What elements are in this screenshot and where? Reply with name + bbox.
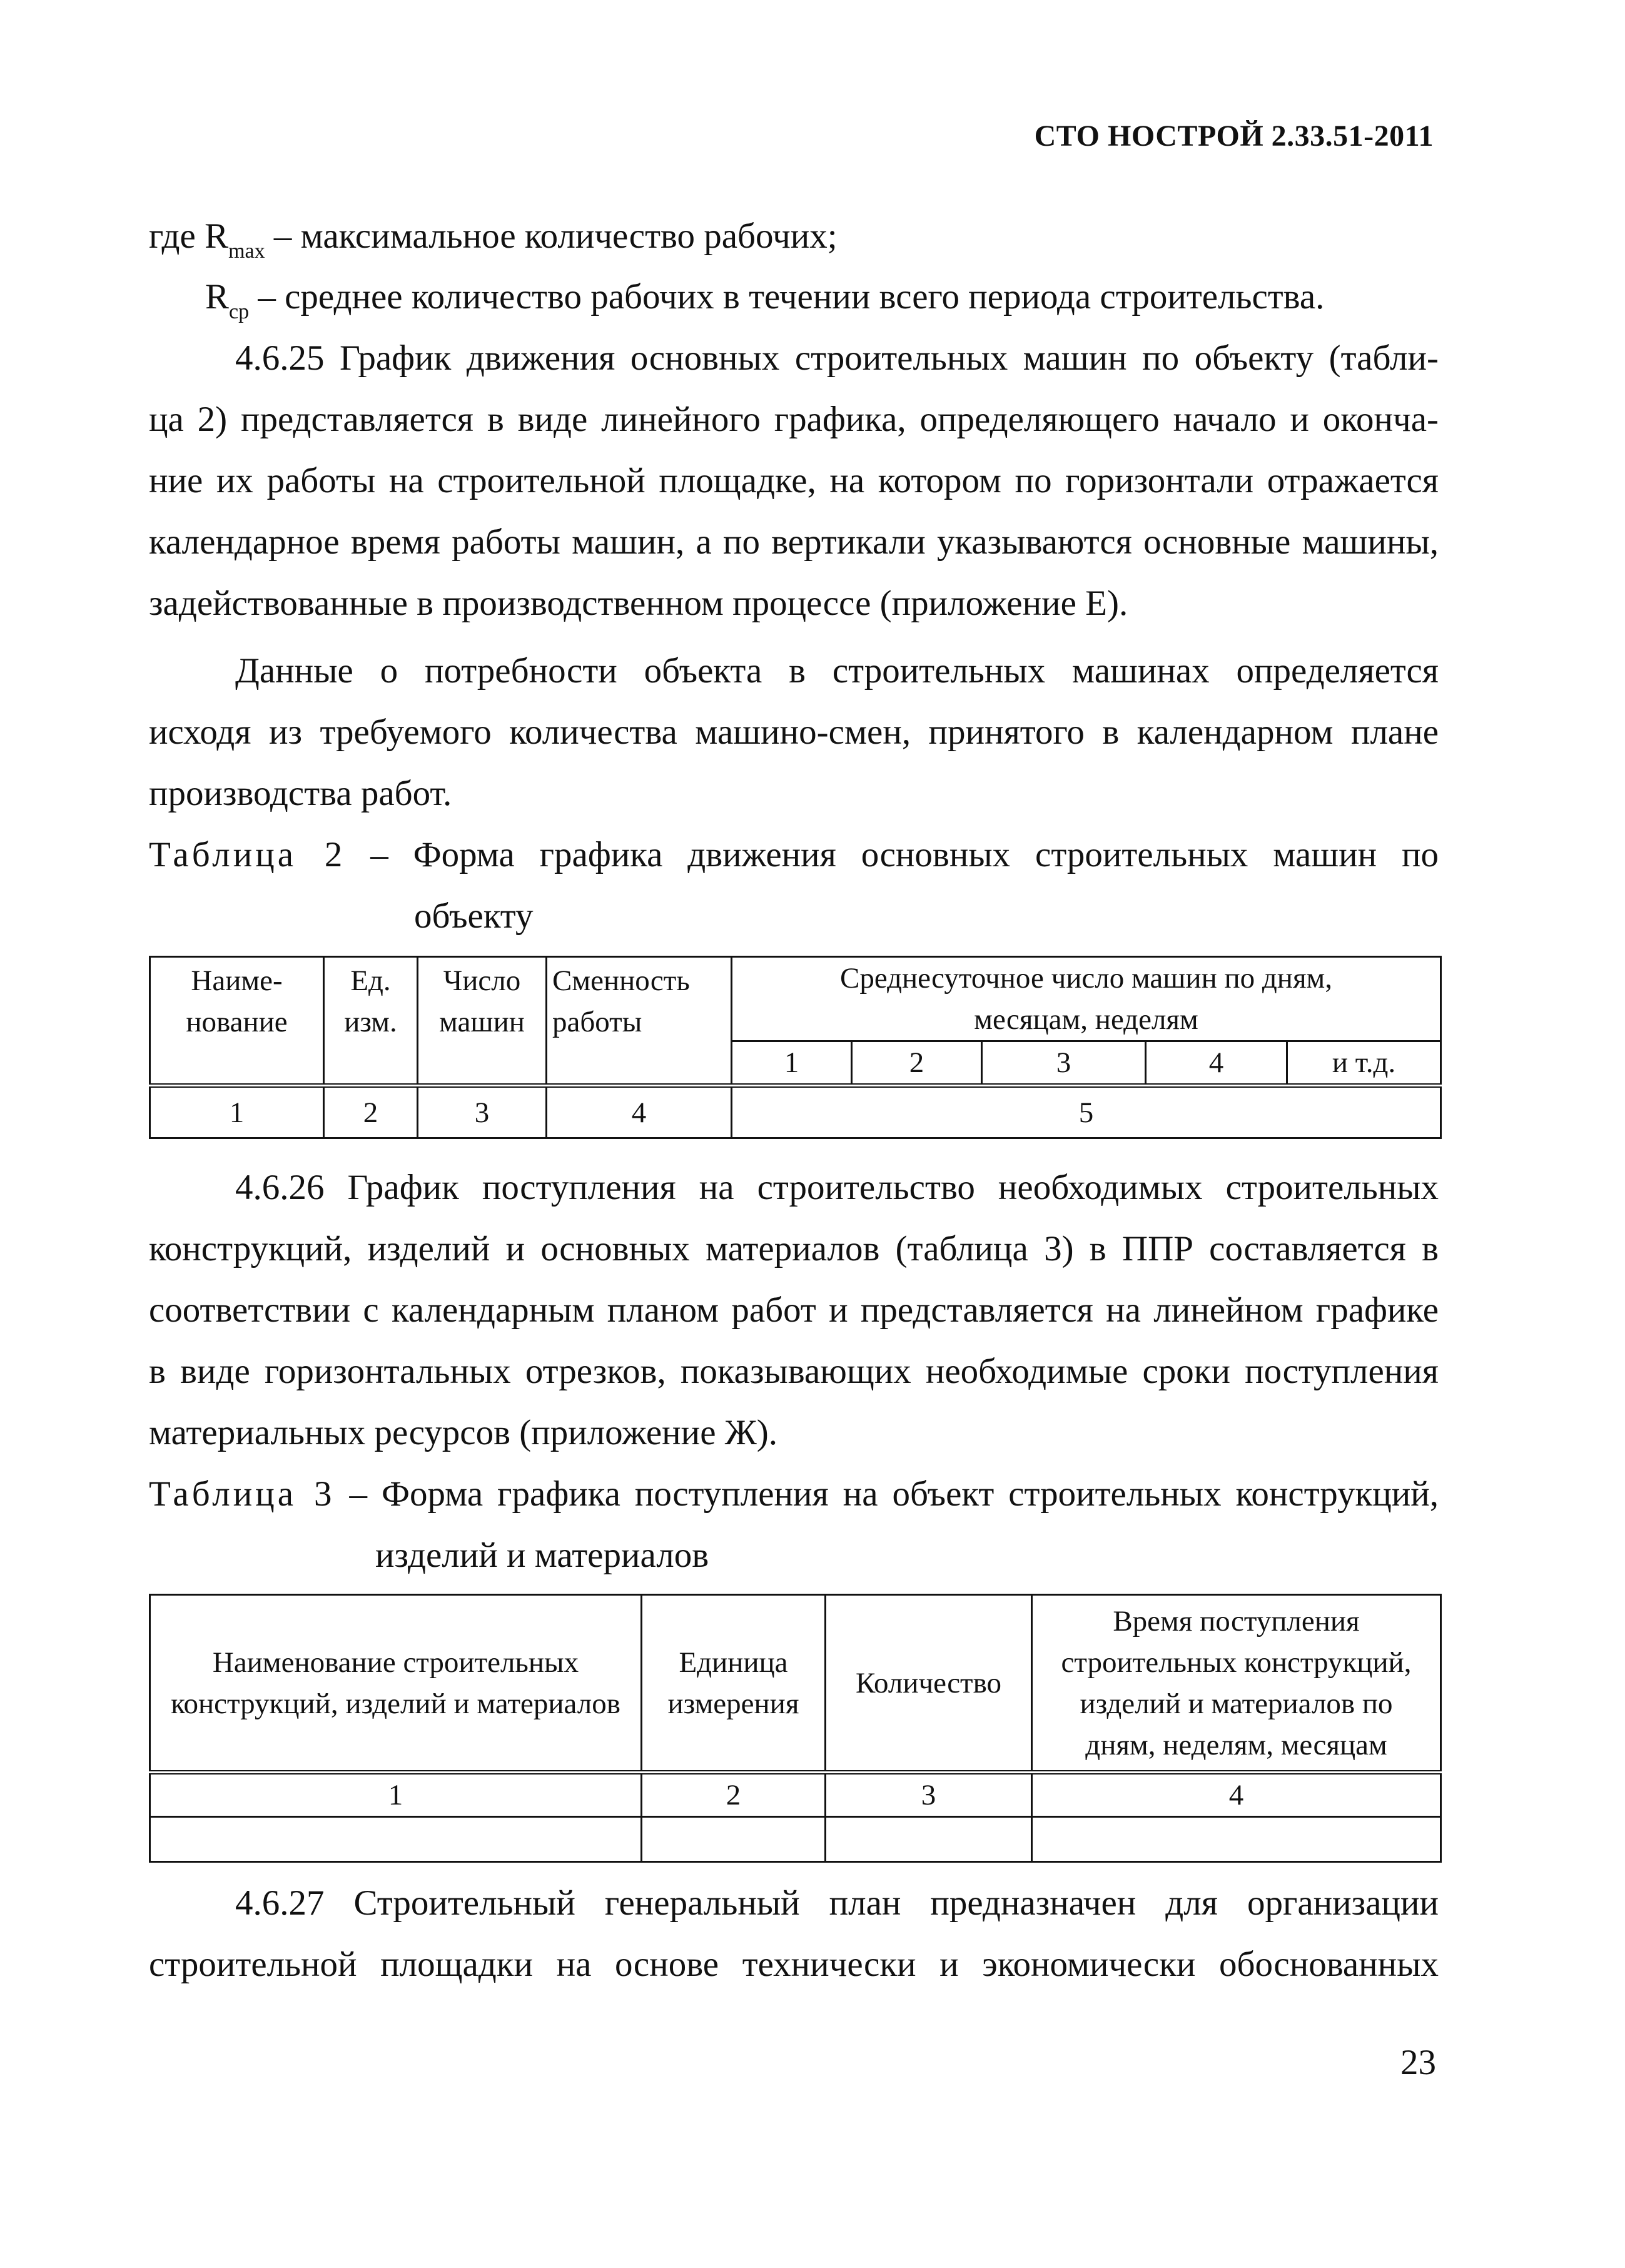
paragraph-4-6-26-line-3: соответствии с календарным планом работ и представляется на линейном графике <box>149 1290 1439 1330</box>
paragraph-4-6-27-line-2: строительной площадки на основе технически и экономически обоснованных <box>149 1945 1439 1984</box>
table-3-header-row <box>150 1595 1441 1773</box>
table-2-header-row <box>150 957 1441 1041</box>
table-2-num-4: 4 <box>547 1086 732 1138</box>
table-2-sub-etc: и т.д. <box>1287 1041 1441 1086</box>
table-3-number-row <box>150 1773 1441 1817</box>
table-3-empty-cell <box>642 1817 826 1862</box>
legend-rmax: где $R_{max}$ – максимальное количество рабочих; <box>149 216 838 263</box>
table-3-header-qty: Количество <box>826 1595 1032 1773</box>
table-2-num-3: 3 <box>418 1086 547 1138</box>
paragraph-4-6-25-line-2: ца 2) представляется в виде линейного графика, определяющего начало и оконча- <box>149 400 1439 439</box>
table-3-num-1: 1 <box>150 1773 642 1817</box>
paragraph-4-6-26-line-1: 4.6.26 График поступления на строительство необходимых строительных <box>235 1168 1439 1207</box>
table-2-sub-2: 2 <box>852 1041 982 1086</box>
table-3-caption-line-2: изделий и материалов <box>375 1536 709 1575</box>
paragraph-4-6-25-line-3: ние их работы на строительной площадке, на котором по горизонтали отражается <box>149 461 1439 500</box>
table-3-header-name: Наименование строительных конструкций, изделий и материалов <box>150 1595 642 1773</box>
table-2-number-row <box>150 1086 1441 1138</box>
legend-rcp: $R_{ср}$ – среднее количество рабочих в течении всего периода строительства. <box>205 277 1325 323</box>
table-2-caption-line-2: объекту <box>414 896 534 936</box>
table-2-sub-4: 4 <box>1146 1041 1287 1086</box>
table-3-header-time: Время поступления строительных конструкций, изделий и материалов по дням, неделям, месяцам <box>1032 1595 1441 1773</box>
table-3-empty-cell <box>826 1817 1032 1862</box>
table-2-num-1: 1 <box>150 1086 324 1138</box>
table-2-header-count: Число машин <box>418 957 547 1086</box>
table-3-header-unit: Единица измерения <box>642 1595 826 1773</box>
table-2-caption: Таблица 2 – Форма графика движения основных строительных машин по <box>149 835 1439 874</box>
paragraph-data-line-1: Данные о потребности объекта в строительных машинах определяется <box>235 651 1439 691</box>
paragraph-data-line-2: исходя из требуемого количества машино-смен, принятого в календарном плане <box>149 712 1439 752</box>
paragraph-4-6-27-line-1: 4.6.27 Строительный генеральный план предназначен для организации <box>235 1883 1439 1923</box>
paragraph-4-6-26-line-5: материальных ресурсов (приложение Ж). <box>149 1413 778 1452</box>
table-3-num-3: 3 <box>826 1773 1032 1817</box>
table-3-caption: Таблица 3 – Форма графика поступления на объект строительных конструкций, <box>149 1474 1439 1514</box>
table-2-num-2: 2 <box>324 1086 418 1138</box>
table-3-num-4: 4 <box>1032 1773 1441 1817</box>
table-2-header-unit: Ед. изм. <box>324 957 418 1086</box>
table-2 <box>149 956 1442 1139</box>
page-number: 23 <box>1400 2043 1436 2082</box>
table-2-header-avg: Среднесуточное число машин по дням, месяцам, неделям <box>732 957 1441 1041</box>
paragraph-4-6-26-line-2: конструкций, изделий и основных материалов (таблица 3) в ППР составляется в <box>149 1229 1439 1268</box>
table-3 <box>149 1594 1442 1863</box>
table-2-sub-1: 1 <box>732 1041 852 1086</box>
paragraph-4-6-25-line-1: 4.6.25 График движения основных строительных машин по объекту (табли- <box>235 338 1439 378</box>
table-2-header-name: Наиме- нование <box>150 957 324 1086</box>
table-3-empty-cell <box>1032 1817 1441 1862</box>
paragraph-4-6-25-line-5: задействованные в производственном процессе (приложение Е). <box>149 584 1128 623</box>
table-3-num-2: 2 <box>642 1773 826 1817</box>
paragraph-data-line-3: производства работ. <box>149 774 452 813</box>
document-header: СТО НОСТРОЙ 2.33.51-2011 <box>1034 119 1434 153</box>
table-2-sub-3: 3 <box>982 1041 1146 1086</box>
table-3-empty-row <box>150 1817 1441 1862</box>
paragraph-4-6-25-line-4: календарное время работы машин, а по вертикали указываются основные машины, <box>149 522 1439 562</box>
table-3-empty-cell <box>150 1817 642 1862</box>
table-2-num-5: 5 <box>732 1086 1441 1138</box>
table-2-header-shift: Сменность работы <box>547 957 732 1086</box>
paragraph-4-6-26-line-4: в виде горизонтальных отрезков, показывающих необходимые сроки поступления <box>149 1352 1439 1391</box>
